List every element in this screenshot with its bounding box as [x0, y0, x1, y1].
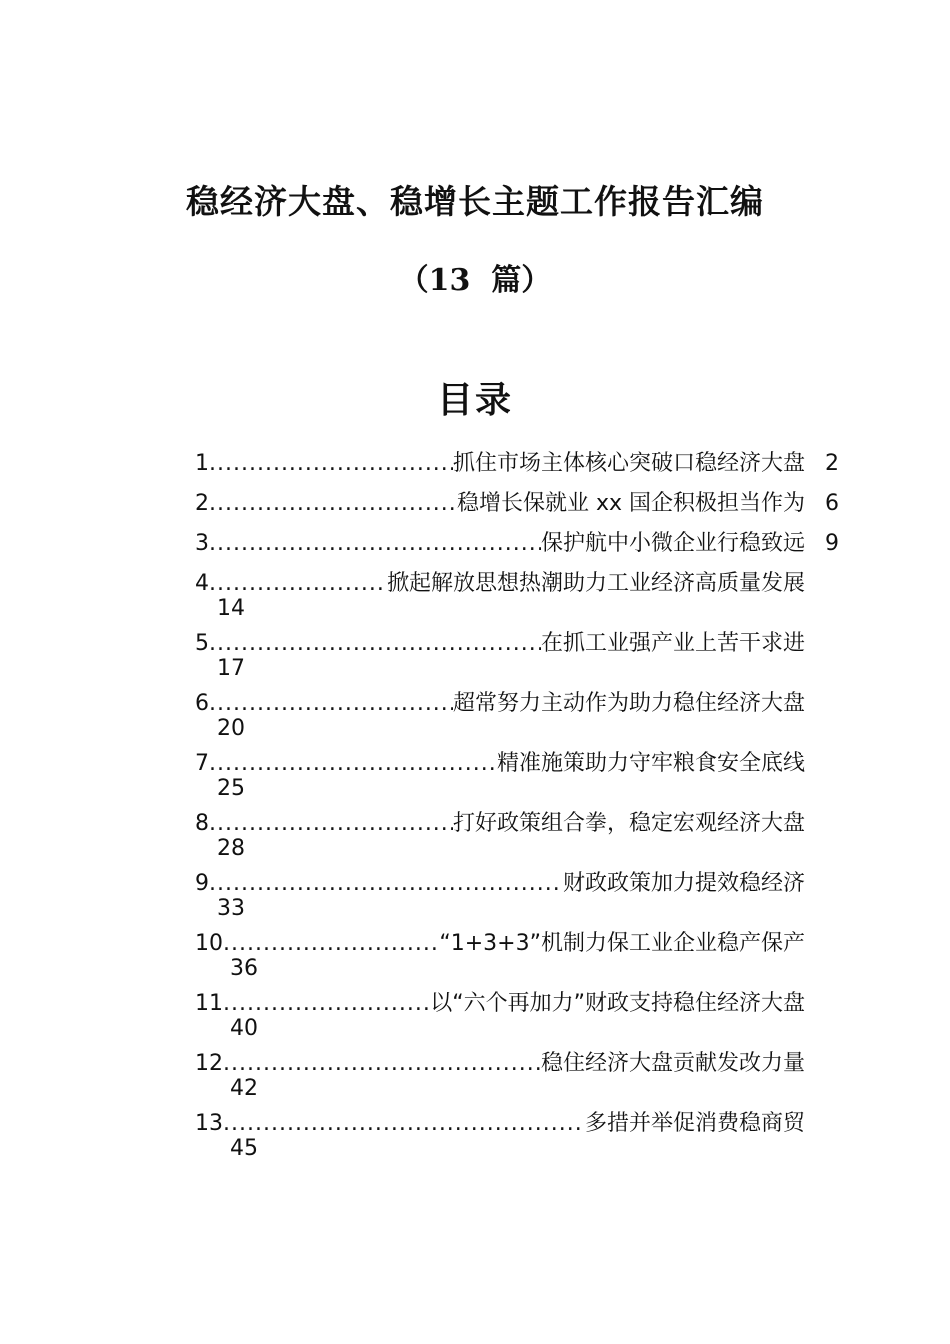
toc-entry-title: 多措并举促消费稳商贸	[584, 1111, 805, 1136]
toc-leader-dots	[209, 444, 453, 484]
toc-entry-number: 12	[195, 1051, 223, 1076]
toc-entry-page: 20	[217, 716, 245, 741]
toc-entry-title: 精准施策助力守牢粮食安全底线	[496, 751, 805, 776]
toc-entry[interactable]	[195, 684, 845, 744]
toc-leader-dots	[209, 804, 453, 844]
toc-entry-number: 11	[195, 991, 223, 1016]
toc-entry-title: 保护航中小微企业行稳致远	[540, 531, 805, 556]
toc-entry-number: 4	[195, 571, 209, 596]
toc-entry[interactable]	[195, 1044, 845, 1104]
toc-entry[interactable]	[195, 1104, 845, 1164]
toc-entry-page: 36	[230, 956, 258, 981]
toc-entry-number: 13	[195, 1111, 223, 1136]
toc-entry-number: 3	[195, 531, 209, 556]
toc-entry[interactable]	[195, 984, 845, 1044]
toc-entry-page: 25	[217, 776, 245, 801]
toc-entry-page: 6	[825, 491, 839, 516]
toc-entry-page: 42	[230, 1076, 258, 1101]
toc-entry-title: 打好政策组合拳，稳定宏观经济大盘	[452, 811, 805, 836]
toc-entry-title: 超常努力主动作为助力稳住经济大盘	[452, 691, 805, 716]
toc-entry-title: 财政政策加力提效稳经济	[562, 871, 805, 896]
toc-entry-page: 40	[230, 1016, 258, 1041]
table-of-contents	[195, 444, 845, 1164]
toc-entry[interactable]	[195, 744, 845, 804]
toc-entry-number: 7	[195, 751, 209, 776]
toc-entry-page: 9	[825, 531, 839, 556]
toc-entry-page: 2	[825, 451, 839, 476]
toc-entry[interactable]	[195, 564, 845, 624]
toc-entry-number: 8	[195, 811, 209, 836]
document-title: 稳经济大盘、稳增长主题工作报告汇编	[186, 182, 764, 221]
document-subtitle: （13 篇）	[398, 263, 552, 298]
toc-entry-title: 稳增长保就业 xx 国企积极担当作为	[456, 491, 805, 516]
toc-entry-title: 稳住经济大盘贡献发改力量	[540, 1051, 805, 1076]
toc-entry[interactable]	[195, 524, 845, 564]
toc-leader-dots	[209, 484, 457, 524]
toc-entry[interactable]	[195, 624, 845, 684]
toc-entry-number: 5	[195, 631, 209, 656]
toc-entry-number: 10	[195, 931, 223, 956]
toc-entry-page: 14	[217, 596, 245, 621]
toc-leader-dots	[223, 1044, 541, 1084]
toc-entry[interactable]	[195, 924, 845, 984]
toc-entry-number: 9	[195, 871, 209, 896]
toc-leader-dots	[223, 1104, 585, 1144]
toc-entry[interactable]	[195, 804, 845, 864]
toc-entry-page: 33	[217, 896, 245, 921]
toc-entry-number: 2	[195, 491, 209, 516]
toc-entry-page: 17	[217, 656, 245, 681]
toc-entry-number: 6	[195, 691, 209, 716]
toc-leader-dots	[209, 744, 497, 784]
toc-entry-number: 1	[195, 451, 209, 476]
toc-leader-dots	[209, 624, 541, 664]
toc-entry-title: 以“六个再加力”财政支持稳住经济大盘	[430, 991, 805, 1016]
toc-entry-title: 掀起解放思想热潮助力工业经济高质量发展	[386, 571, 805, 596]
toc-entry[interactable]	[195, 484, 845, 524]
toc-entry-title: “1+3+3”机制力保工业企业稳产保产	[439, 931, 805, 956]
toc-leader-dots	[209, 864, 563, 904]
toc-entry-title: 抓住市场主体核心突破口稳经济大盘	[452, 451, 805, 476]
toc-heading: 目录	[436, 379, 513, 421]
toc-leader-dots	[209, 684, 453, 724]
toc-entry-title: 在抓工业强产业上苦干求进	[540, 631, 805, 656]
toc-entry[interactable]	[195, 444, 845, 484]
toc-entry-page: 28	[217, 836, 245, 861]
toc-entry-page: 45	[230, 1136, 258, 1161]
toc-entry[interactable]	[195, 864, 845, 924]
toc-leader-dots	[209, 524, 541, 564]
